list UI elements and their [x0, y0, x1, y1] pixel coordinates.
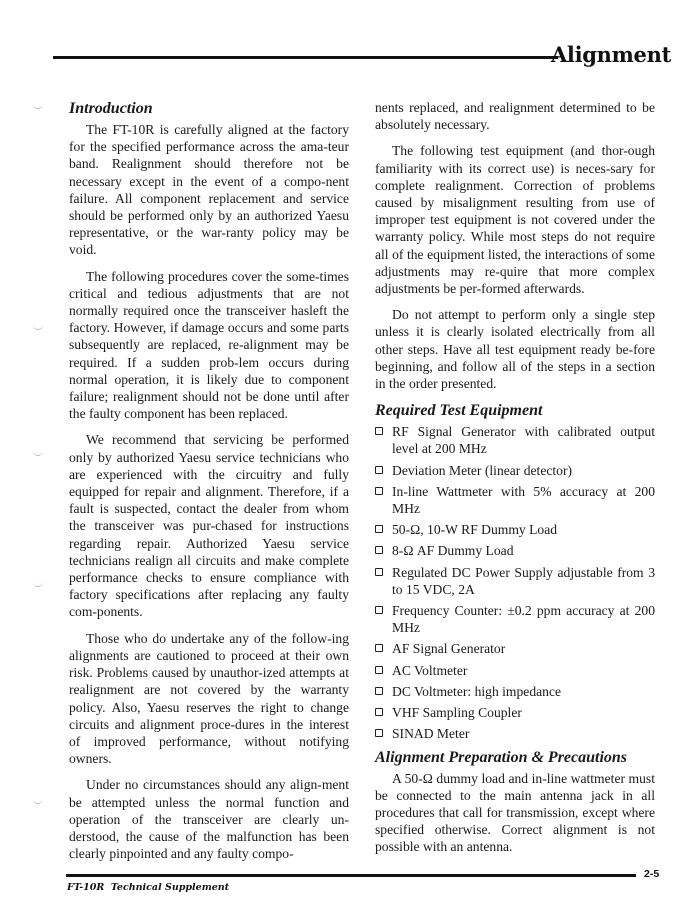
- margin-mark: [33, 799, 43, 804]
- list-item-text: In-line Wattmeter with 5% accuracy at 200 MHz: [392, 483, 655, 517]
- list-item-text: 50-Ω, 10-W RF Dummy Load: [392, 522, 558, 538]
- list-item: [375, 602, 655, 636]
- paragraph-continuation: nents replaced, and realignment determined to be absolutely necessary.: [375, 100, 655, 133]
- list-item-text: AF Signal Generator: [392, 641, 506, 657]
- list-item: [375, 640, 655, 657]
- list-item: [375, 683, 655, 700]
- list-item: [375, 704, 655, 721]
- equipment-checklist: [375, 423, 655, 742]
- checkbox-icon: [375, 525, 383, 533]
- checkbox-icon: [375, 568, 383, 576]
- margin-mark: [33, 451, 43, 456]
- list-item: [375, 483, 655, 517]
- margin-mark: [33, 325, 43, 330]
- list-item-text: DC Voltmeter: high impedance: [392, 683, 562, 699]
- list-item-text: Deviation Meter (linear detector): [392, 462, 573, 478]
- paragraph: The following test equipment (and thor-ough familiarity with its correct use) is neces-sary for complete realignment. Correction of problems caused by misalignment resulting from use of improper test equipment is not covered under the warranty policy. While most steps do not require all of the equipment listed, the interactions of some adjustments may re-quire that more complex adjustments be per-formed afterwards.: [375, 143, 655, 297]
- list-item: [375, 542, 655, 559]
- checkbox-icon: [375, 687, 383, 695]
- paragraph: We recommend that servicing be performed only by authorized Yaesu service technicians who are experienced with the circuitry and fully equipped for repair and alignment. Therefore, if a fault is suspected, contact the dealer from whom the transceiver was pur-chased for instructions regarding repair. Authorized Yaesu service technicians realign all circuits and make complete performance checks to ensure compliance with factory specifications after replacing any faulty com-ponents.: [69, 432, 349, 620]
- right-column: [375, 99, 655, 865]
- margin-mark: [33, 104, 43, 109]
- list-item: [375, 521, 655, 538]
- paragraph: Those who do undertake any of the follow-ing alignments are cautioned to proceed at their own risk. Problems caused by unauthor-ized attempts at realignment are not covered by the warranty policy. Also, Yaesu reserves the right to change circuits and alignment proce-dures in the interest of improved performance, without notifying owners.: [69, 630, 349, 767]
- alignment-preparation-heading: Alignment Preparation & Precautions: [375, 748, 628, 766]
- list-item-text: RF Signal Generator with calibrated output level at 200 MHz: [392, 424, 655, 457]
- list-item: [375, 423, 655, 457]
- margin-mark: [33, 582, 43, 587]
- checkbox-icon: [375, 708, 383, 716]
- section-title: Alignment: [550, 42, 671, 67]
- list-item-text: VHF Sampling Coupler: [392, 705, 522, 721]
- paragraph: Do not attempt to perform only a single step unless it is clearly isolated electrically from all other steps. Have all test equipment ready be-fore beginning, and follow all of the steps in a section in the order presented.: [375, 307, 655, 392]
- checkbox-icon: [375, 729, 383, 737]
- list-item-text: AC Voltmeter: [392, 662, 468, 678]
- list-item: [375, 662, 655, 679]
- paragraph: A 50-Ω dummy load and in-line wattmeter must be connected to the main antenna jack in all procedures that call for transmission, except where specified otherwise. Correct alignment is not possible with an antenna.: [375, 770, 655, 855]
- footer-rule: [66, 874, 636, 877]
- document-title: FT-10R Technical Supplement: [67, 882, 230, 893]
- paragraph: Under no circumstances should any align-ment be attempted unless the normal function and operation of the transceiver are clearly un-derstood, the cause of the malfunction has been clearly pinpointed and any faulty compo-: [69, 777, 349, 862]
- header-rule: [53, 56, 558, 59]
- paragraph: The following procedures cover the some-times critical and tedious adjustments that are not normally required once the transceiver hasleft the factory. However, if damage occurs and some parts subsequently are replaced, re-alignment may be required. If a sudden prob-lem occurs during normal operation, it is likely due to component failure; realignment should not be done until after the faulty component has been replaced.: [69, 268, 349, 422]
- list-item-text: Frequency Counter: ±0.2 ppm accuracy at 200 MHz: [392, 603, 655, 636]
- checkbox-icon: [375, 606, 383, 614]
- list-item-text: Regulated DC Power Supply adjustable from 3 to 15 VDC, 2A: [392, 564, 655, 597]
- checkbox-icon: [375, 487, 383, 495]
- list-item-text: 8-Ω AF Dummy Load: [392, 543, 514, 559]
- list-item: [375, 564, 655, 598]
- checkbox-icon: [375, 466, 383, 474]
- introduction-heading: Introduction: [69, 100, 153, 117]
- page-number: 2-5: [644, 868, 660, 880]
- checkbox-icon: [375, 666, 383, 674]
- list-item: [375, 725, 655, 742]
- list-item-text: SINAD Meter: [392, 726, 470, 742]
- checkbox-icon: [375, 644, 383, 652]
- list-item: [375, 462, 655, 479]
- required-test-equipment-heading: Required Test Equipment: [375, 402, 543, 420]
- paragraph: The FT-10R is carefully aligned at the factory for the specified performance across the ama-teur band. Realignment should therefore not be necessary except in the event of a compo-nent failure. All component replacement and service should be performed only by an authorized Yaesu representative, or the war-ranty policy may be void.: [69, 122, 349, 258]
- left-column: [69, 99, 349, 871]
- checkbox-icon: [375, 546, 383, 554]
- checkbox-icon: [375, 427, 383, 435]
